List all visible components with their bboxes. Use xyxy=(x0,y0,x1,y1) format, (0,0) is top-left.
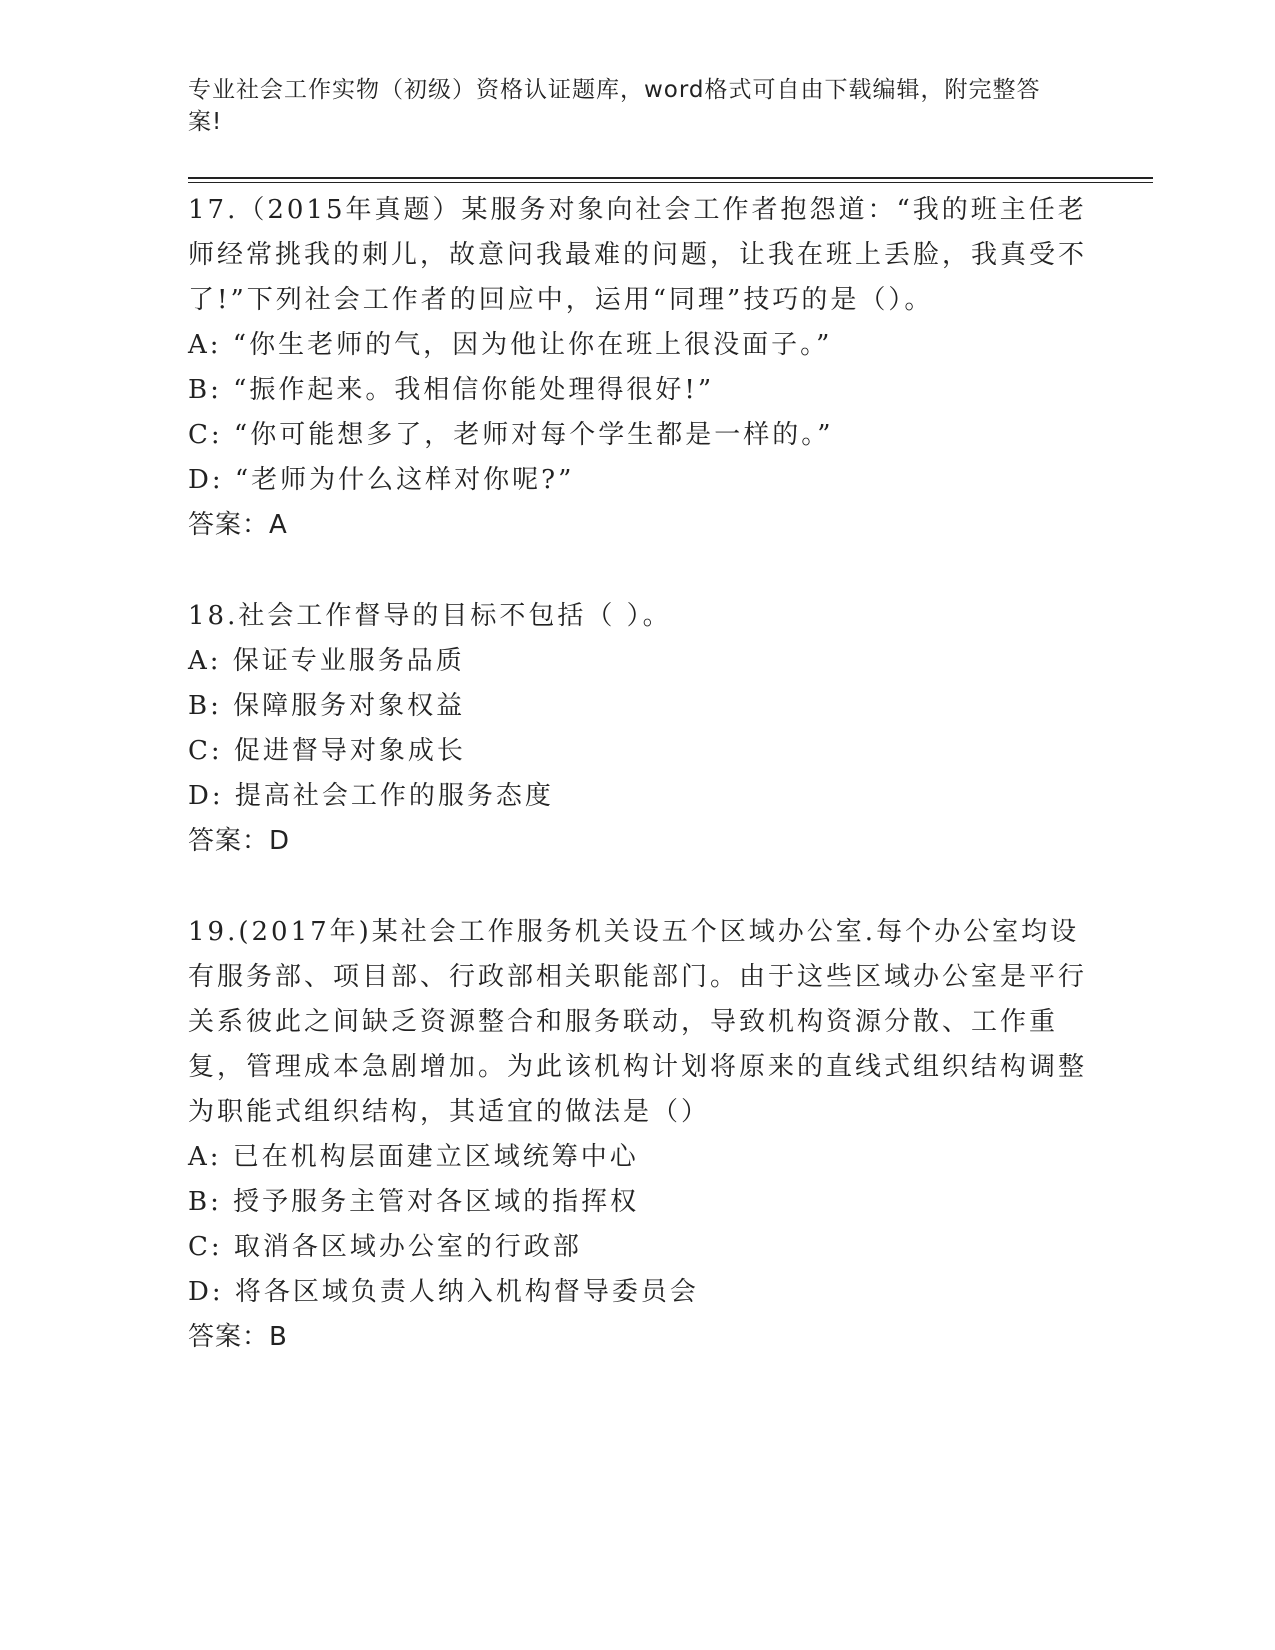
option-c: C: “你可能想多了，老师对每个学生都是一样的。” xyxy=(188,420,834,450)
document-header: 专业社会工作实物（初级）资格认证题库，word格式可自由下载编辑，附完整答案! xyxy=(188,77,1041,135)
option-a: A: “你生老师的气，因为他让你在班上很没面子。” xyxy=(188,330,833,360)
answer-line: 答案：B xyxy=(188,1322,288,1352)
option-d: D: 将各区域负责人纳入机构督导委员会 xyxy=(188,1277,699,1307)
question-19 xyxy=(188,910,1088,1360)
header-rule-thin xyxy=(188,182,1153,183)
option-b: B: “振作起来。我相信你能处理得很好!” xyxy=(188,375,715,405)
option-d: D: “老师为什么这样对你呢?” xyxy=(188,465,575,495)
option-c: C: 取消各区域办公室的行政部 xyxy=(188,1232,582,1262)
header-rule-thick xyxy=(188,177,1153,179)
question-stem: 19.(2017年)某社会工作服务机关设五个区域办公室.每个办公室均设有服务部、项目部、行政部相关职能部门。由于这些区域办公室是平行关系彼此之间缺乏资源整合和服务联动，导致机构资源分散、工作重复，管理成本急剧增加。为此该机构计划将原来的直线式组织结构调整为职能式组织结构，其适宜的做法是（） xyxy=(188,917,1088,1127)
question-list xyxy=(188,188,1088,1406)
answer-line: 答案：A xyxy=(188,510,288,540)
option-c: C: 促进督导对象成长 xyxy=(188,736,466,766)
option-b: B: 保障服务对象权益 xyxy=(188,691,466,721)
option-a: A: 保证专业服务品质 xyxy=(188,646,465,676)
question-18 xyxy=(188,594,1088,864)
option-b: B: 授予服务主管对各区域的指挥权 xyxy=(188,1187,640,1217)
answer-line: 答案：D xyxy=(188,826,291,856)
question-stem: 18.社会工作督导的目标不包括（ ）。 xyxy=(188,601,672,631)
option-a: A: 已在机构层面建立区域统筹中心 xyxy=(188,1142,639,1172)
question-17 xyxy=(188,188,1088,548)
question-stem: 17.（2015年真题）某服务对象向社会工作者抱怨道：“我的班主任老师经常挑我的刺儿，故意问我最难的问题，让我在班上丢脸，我真受不了!”下列社会工作者的回应中，运用“同理”技巧的是（）。 xyxy=(188,195,1088,315)
option-d: D: 提高社会工作的服务态度 xyxy=(188,781,554,811)
